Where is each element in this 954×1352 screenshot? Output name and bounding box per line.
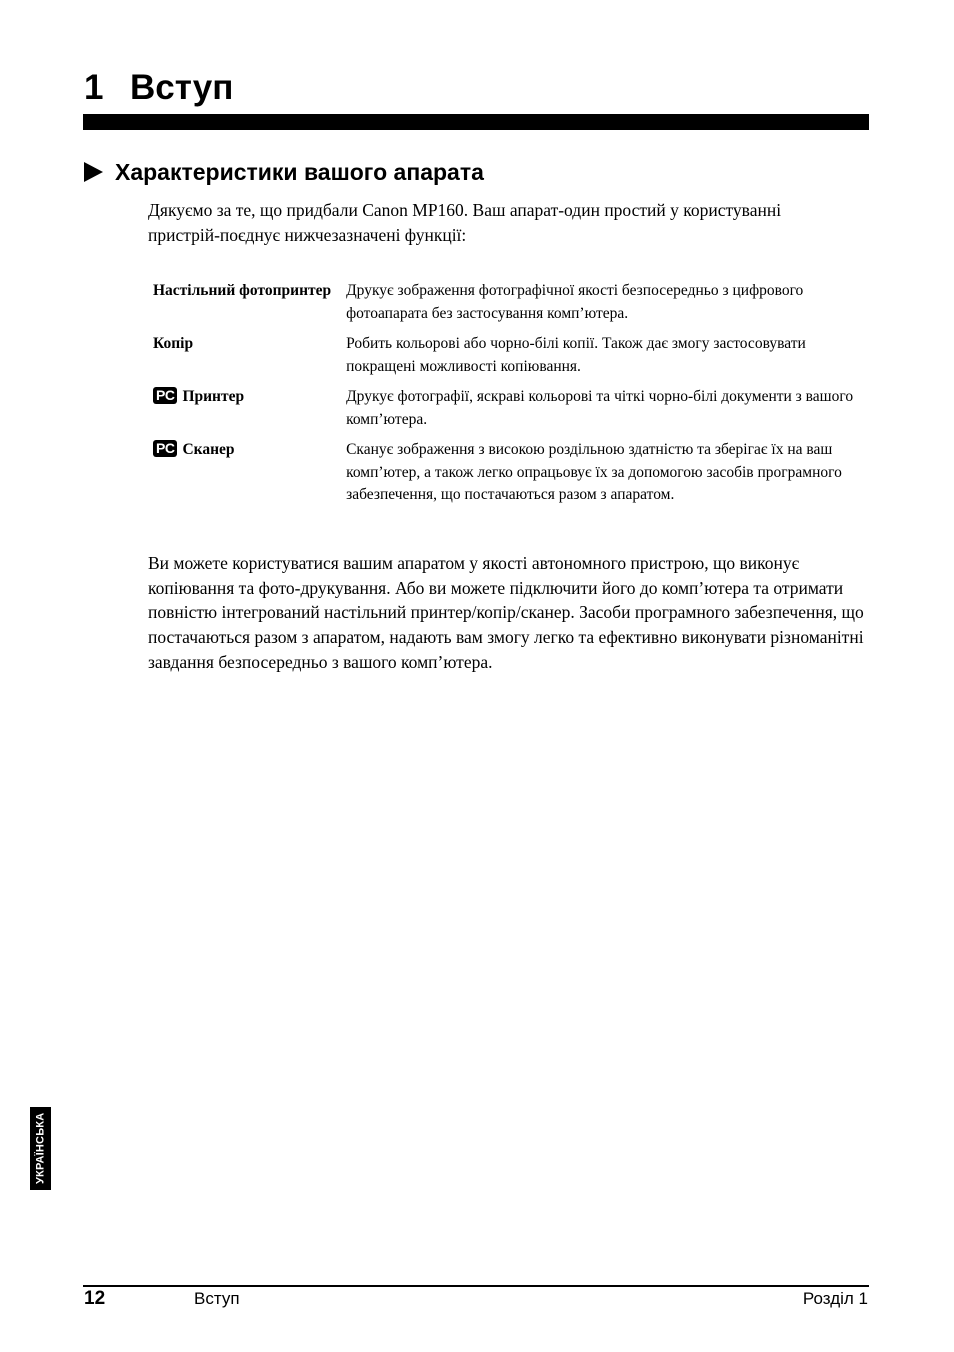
body-paragraph: Ви можете користуватися вашим апаратом у якості автономного пристрою, що виконує копіювання та фото-друкування. Або ви можете підключити його до комп’ютера та отримати повністю інтегрований настільний принтер/копір/сканер. Засоби програмного забезпечення, що постачаються разом з апаратом, надають вам змогу легко та ефективно виконувати різноманітні завдання безпосередньо з вашого комп’ютера. <box>148 553 864 672</box>
feature-name: Сканер <box>182 441 235 458</box>
chapter-rule <box>83 114 869 130</box>
triangle-arrow-icon <box>84 162 103 182</box>
pc-icon: PC <box>153 440 177 457</box>
page-number: 12 <box>84 1288 106 1309</box>
feature-name: Принтер <box>182 388 245 405</box>
feature-description: Друкує зображення фотографічної якості безпосередньо з цифрового фотоапарата без застосування комп’ютера. <box>346 282 804 322</box>
footer-rule <box>83 1285 869 1287</box>
feature-row <box>153 386 869 439</box>
feature-name-cell <box>153 386 346 439</box>
feature-description: Сканує зображення з високою роздільною здатністю та зберігає їх на ваш комп’ютер, а також легко опрацьовує їх за допомогою засобів програмного забезпечення, що постачаються разом з апаратом. <box>346 441 842 503</box>
feature-name-cell <box>153 439 346 515</box>
feature-description: Друкує фотографії, яскраві кольорові та чіткі чорно-білі документи з вашого комп’ютера. <box>346 388 854 428</box>
pc-icon: PC <box>153 387 177 404</box>
chapter-title <box>84 64 233 112</box>
feature-name-cell <box>153 280 346 333</box>
feature-row <box>153 333 869 386</box>
chapter-number: 1 <box>84 68 104 107</box>
feature-row <box>153 439 869 515</box>
feature-name: Настільний фотопринтер <box>153 282 332 299</box>
chapter-title-text: Вступ <box>130 68 234 107</box>
feature-name: Копір <box>153 335 194 352</box>
feature-name-cell <box>153 333 346 386</box>
language-side-tab: УКРАЇНСЬКА <box>30 1107 51 1190</box>
section-title: Характеристики вашого апарата <box>115 159 484 185</box>
features-table <box>153 280 869 515</box>
feature-description: Робить кольорові або чорно-білі копії. Також дає змогу застосовувати покращені можливості копіювання. <box>346 335 806 375</box>
feature-row <box>153 280 869 333</box>
section-heading <box>84 156 484 188</box>
footer-title: Вступ <box>194 1289 240 1308</box>
footer-chapter-label: Розділ 1 <box>802 1289 868 1308</box>
intro-paragraph: Дякуємо за те, що придбали Canon MP160. Ваш апарат-один простий у користуванні пристрій-поєднує нижчезазначені функції: <box>148 200 782 245</box>
